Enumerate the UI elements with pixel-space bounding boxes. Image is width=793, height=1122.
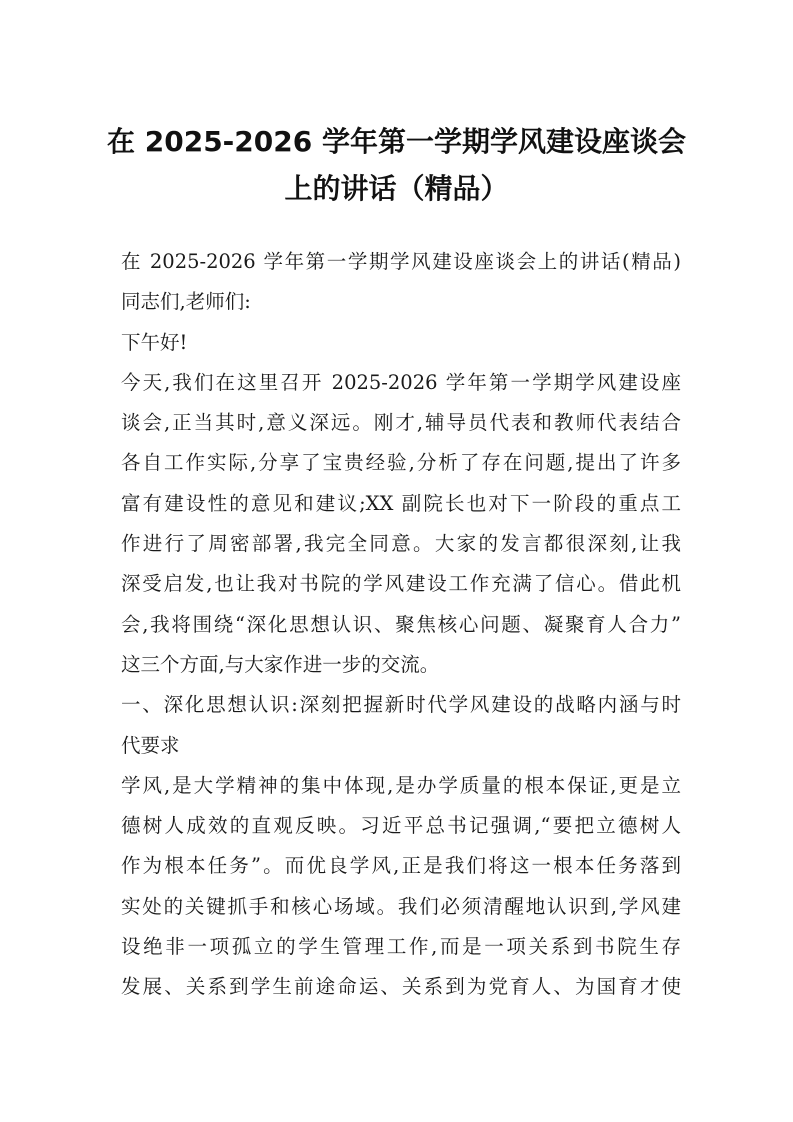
paragraph-line: 这三个方面,与大家作进一步的交流。 xyxy=(121,652,440,676)
paragraph-line: 作为根本任务”。而优良学风,正是我们将这一根本任务落到 xyxy=(121,854,681,878)
paragraph-line: 深受启发,也让我对书院的学风建设工作充满了信心。借此机 xyxy=(121,572,681,596)
document-body xyxy=(121,242,681,1008)
paragraph-line: 设绝非一项孤立的学生管理工作,而是一项关系到书院生存 xyxy=(121,935,681,959)
document-title-line-1: 在 2025-2026 学年第一学期学风建设座谈会 xyxy=(107,125,686,158)
document-title-line-2: 上的讲话（精品） xyxy=(284,172,509,205)
paragraph-line: 会,我将围绕“深化思想认识、聚焦核心问题、凝聚育人合力” xyxy=(121,612,681,636)
section-heading-line: 代要求 xyxy=(121,733,180,757)
paragraph-line: 发展、关系到学生前途命运、关系到为党育人、为国育才使 xyxy=(121,975,681,999)
paragraph-line: 今天,我们在这里召开 2025-2026 学年第一学期学风建设座 xyxy=(121,370,681,394)
paragraph-line: 各自工作实际,分享了宝贵经验,分析了存在问题,提出了许多 xyxy=(121,451,681,475)
paragraph-line: 富有建设性的意见和建议;XX 副院长也对下一阶段的重点工 xyxy=(121,491,681,515)
paragraph-line: 德树人成效的直观反映。习近平总书记强调,“要把立德树人 xyxy=(121,814,681,838)
subtitle-line: 在 2025-2026 学年第一学期学风建设座谈会上的讲话(精品) xyxy=(121,250,681,273)
paragraph-line: 谈会,正当其时,意义深远。刚才,辅导员代表和教师代表结合 xyxy=(121,411,681,435)
section-heading-line: 一、深化思想认识:深刻把握新时代学风建设的战略内涵与时 xyxy=(121,693,681,717)
paragraph-line: 实处的关键抓手和核心场域。我们必须清醒地认识到,学风建 xyxy=(121,894,681,918)
greeting: 下午好! xyxy=(121,330,188,354)
salutation: 同志们,老师们: xyxy=(121,290,251,314)
paragraph-line: 作进行了周密部署,我完全同意。大家的发言都很深刻,让我 xyxy=(121,532,681,556)
paragraph-line: 学风,是大学精神的集中体现,是办学质量的根本保证,更是立 xyxy=(121,773,681,797)
